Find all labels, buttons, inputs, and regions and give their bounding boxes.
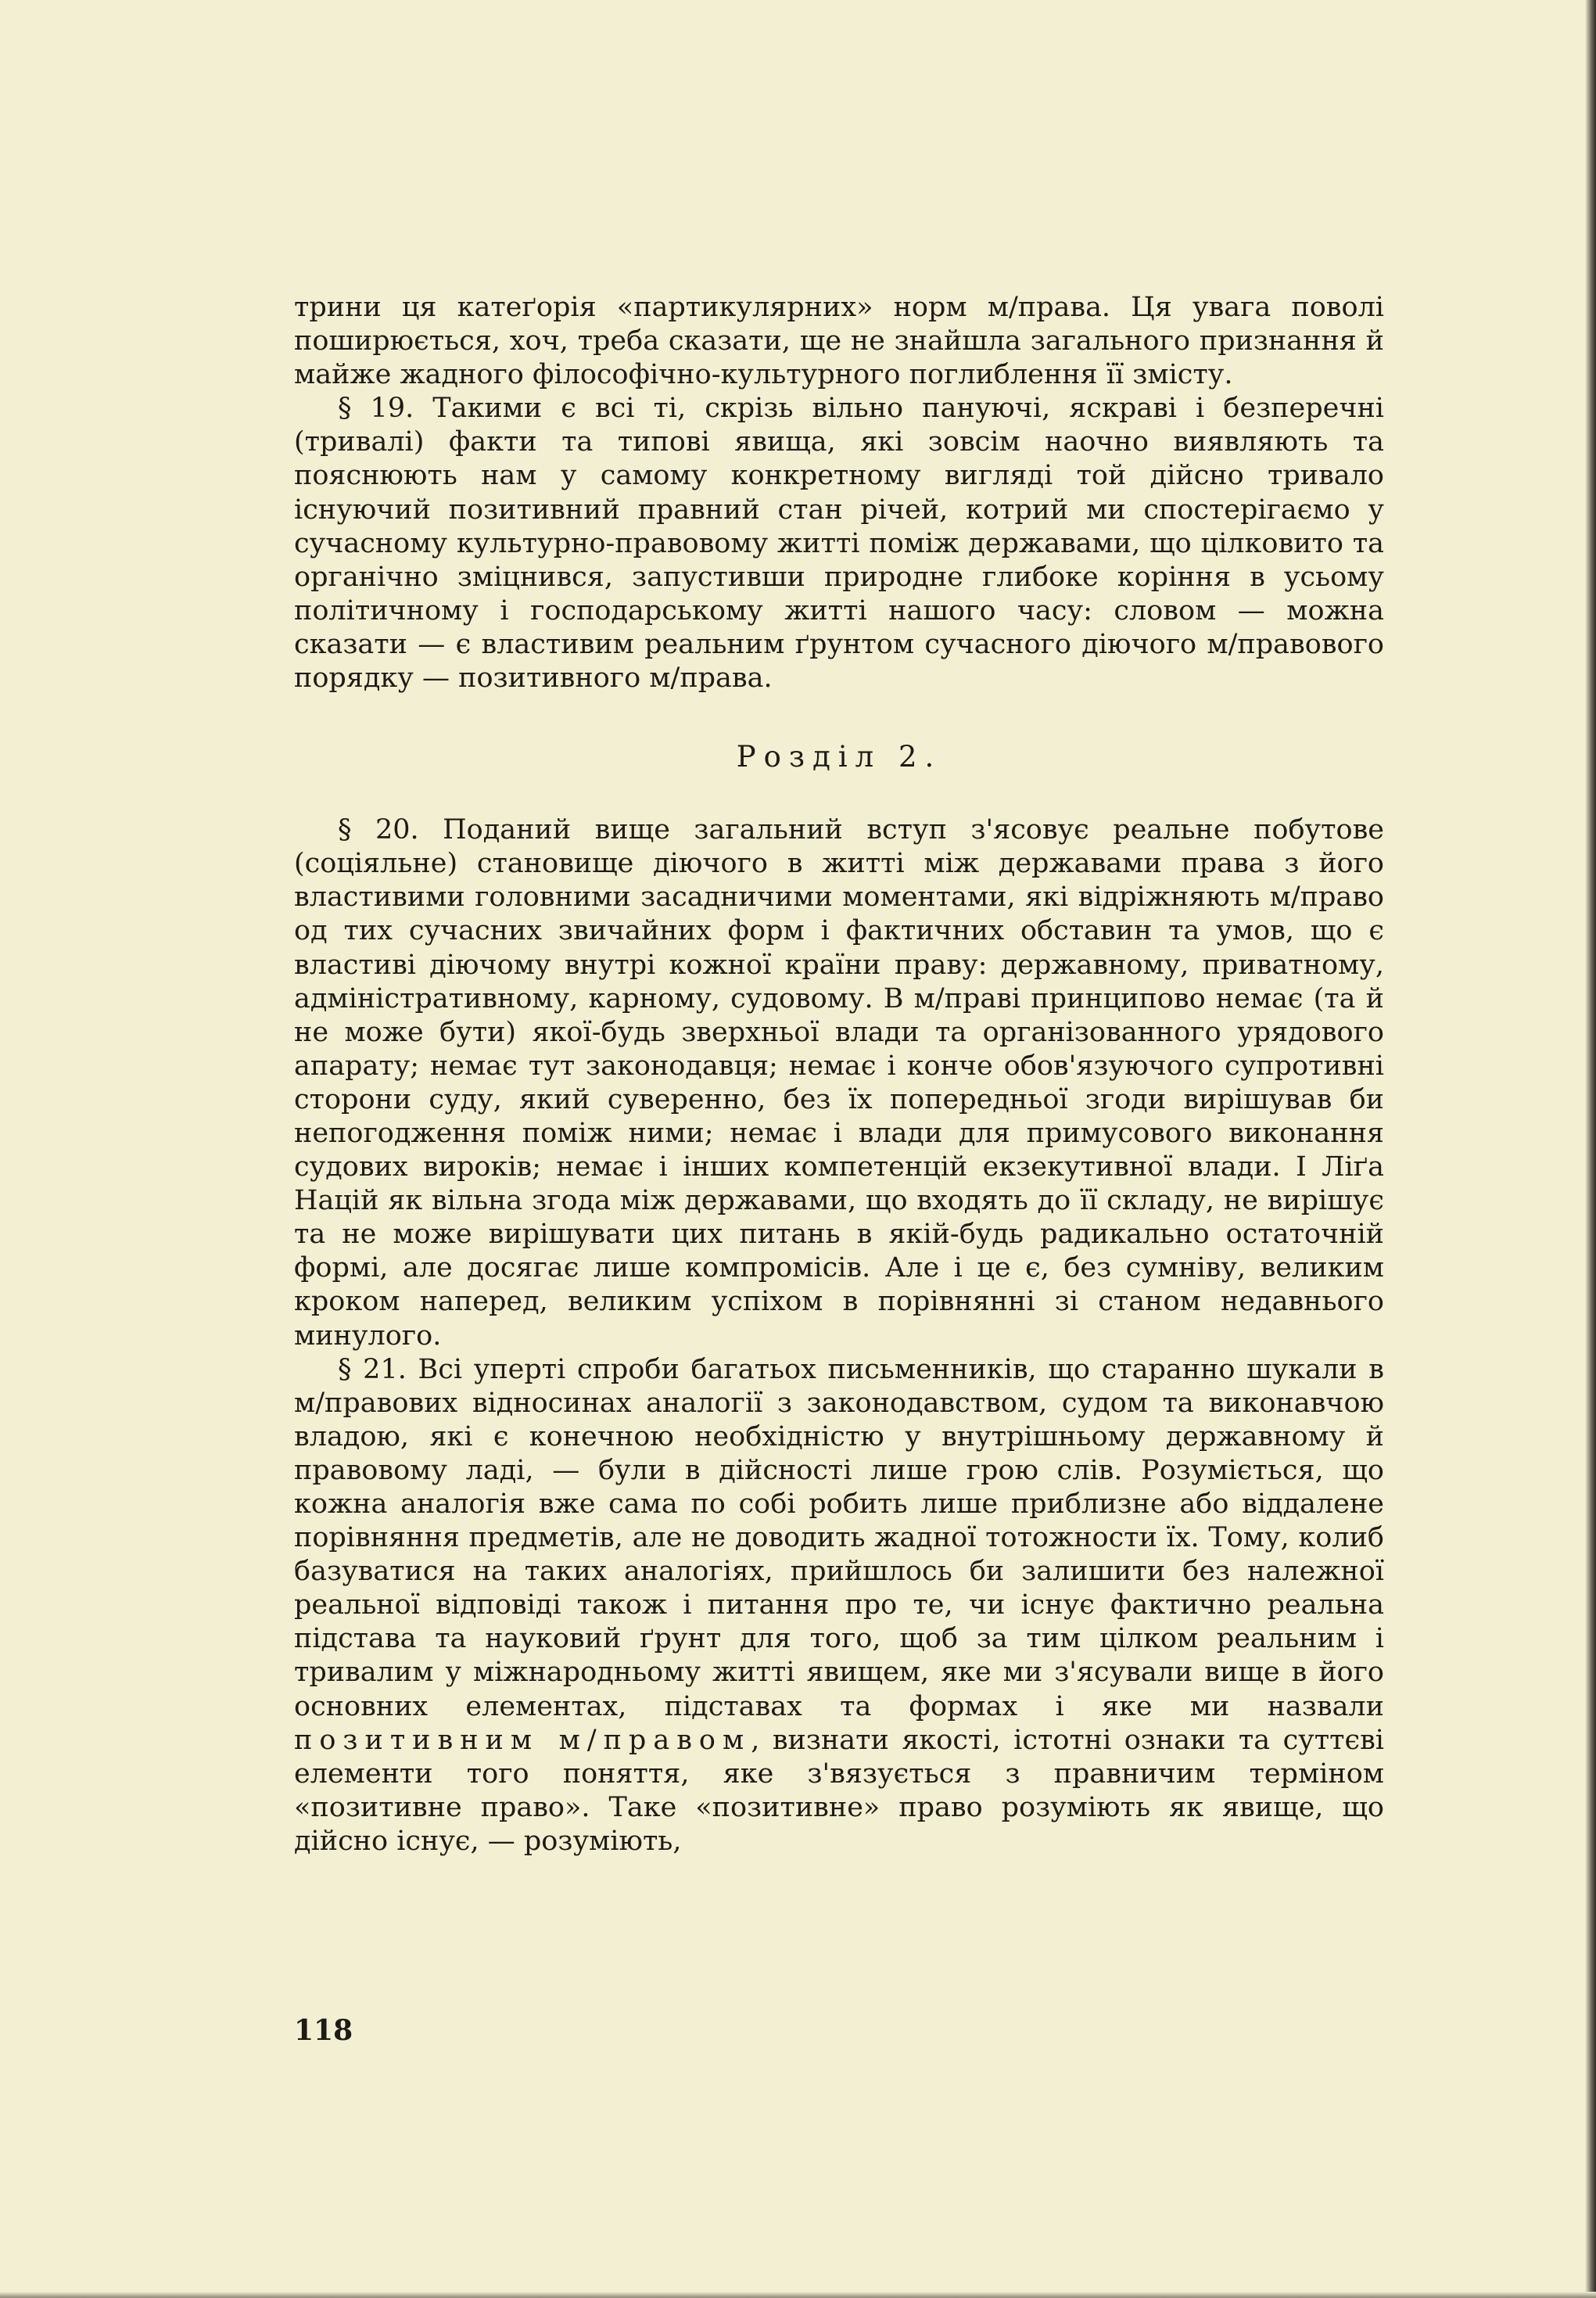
page-bottom-edge	[0, 2292, 1596, 2298]
paragraph-section-19: § 19. Такими є всі ті, скрізь вільно пануючі, яскраві і безперечні (тривалі) факти та типові явища, які зовсім наочно виявляють та пояснюють нам у самому конкретному вигляді той дійсно тривало існуючий позитивний правний стан річей, котрий ми спостерігаємо у сучасному культурно-правовому житті поміж державами, що цілковито та органічно зміцнився, запустивши природне глибоке коріння в усьому політичному і господарському житті нашого часу: словом — можна сказати — є властивим реальним ґрунтом сучасного діючого м/правового порядку — позитивного м/права.	[294, 393, 1384, 695]
paragraph-continuation: трини ця катеґорія «партикулярних» норм м/права. Ця увага поволі поширюється, хоч, треба сказати, ще не знайшла загального признання й майже жадного філософічно-культурного поглиблення її змісту.	[294, 292, 1384, 391]
paragraph-section-21	[294, 1353, 1384, 1858]
emphasized-term: позитивним м/правом	[294, 1724, 751, 1756]
page-right-edge	[1585, 0, 1596, 2298]
paragraph-section-21-text: § 21. Всі уперті спроби багатьох письменників, що старанно шукали в м/правових відносинах аналогії з законодавством, судом та виконавчою владою, які є конечною необхідністю у внутрішньому державному й правовому ладі, — були в дійсності лише грою слів. Розуміється, що кожна аналогія вже сама по собі робить лише приблизне або віддалене порівняння предметів, але не доводить жадної тотожности їх. Тому, колиб базуватися на таких аналогіях, прийшлось би залишити без належної реальної відповіді також і питання про те, чи існує фактично реальна підстава та науковий ґрунт для того, щоб за тим цілком реальним і тривалим у міжнародньому житті явищем, яке ми з'ясували вище в його основних елементах, підставах та формах і яке ми назвали	[294, 1353, 1384, 1722]
page-number: 118	[294, 2014, 353, 2047]
chapter-heading: Розділ 2.	[736, 740, 942, 774]
paragraph-section-21-tail: , визнати якості, істотні ознаки та суттєві елементи того поняття, яке з'вязується з правничим терміном «позитивне право». Таке «позитивне» право розуміють як явище, що дійсно існує, — розуміють,	[294, 1724, 1384, 1857]
paragraph-section-20: § 20. Поданий вище загальний вступ з'ясовує реальне побутове (соціяльне) становище діючого в житті між державами права з його властивими головними засадничими моментами, які відріжняють м/право од тих сучасних звичайних форм і фактичних обставин та умов, що є властиві діючому внутрі кожної країни праву: державному, приватному, адміністративному, карному, судовому. В м/праві принципово немає (та й не може бути) якої-будь зверхньої влади та організованного урядового апарату; немає тут законодавця; немає і конче обов'язуючого супротивні сторони суду, який суверенно, без їх попередньої згоди вирішував би непогодження поміж ними; немає і влади для примусового виконання судових вироків; немає і інших компетенцій екзекутивної влади. І Ліґа Націй як вільна згода між державами, що входять до її складу, не вирішує та не може вирішувати цих питань в якій-будь радикально остаточній формі, але досягає лише компромісів. Але і це є, без сумніву, великим кроком наперед, великим успіхом в порівнянні зі станом недавнього минулого.	[294, 814, 1384, 1352]
body-text	[294, 291, 1384, 1858]
